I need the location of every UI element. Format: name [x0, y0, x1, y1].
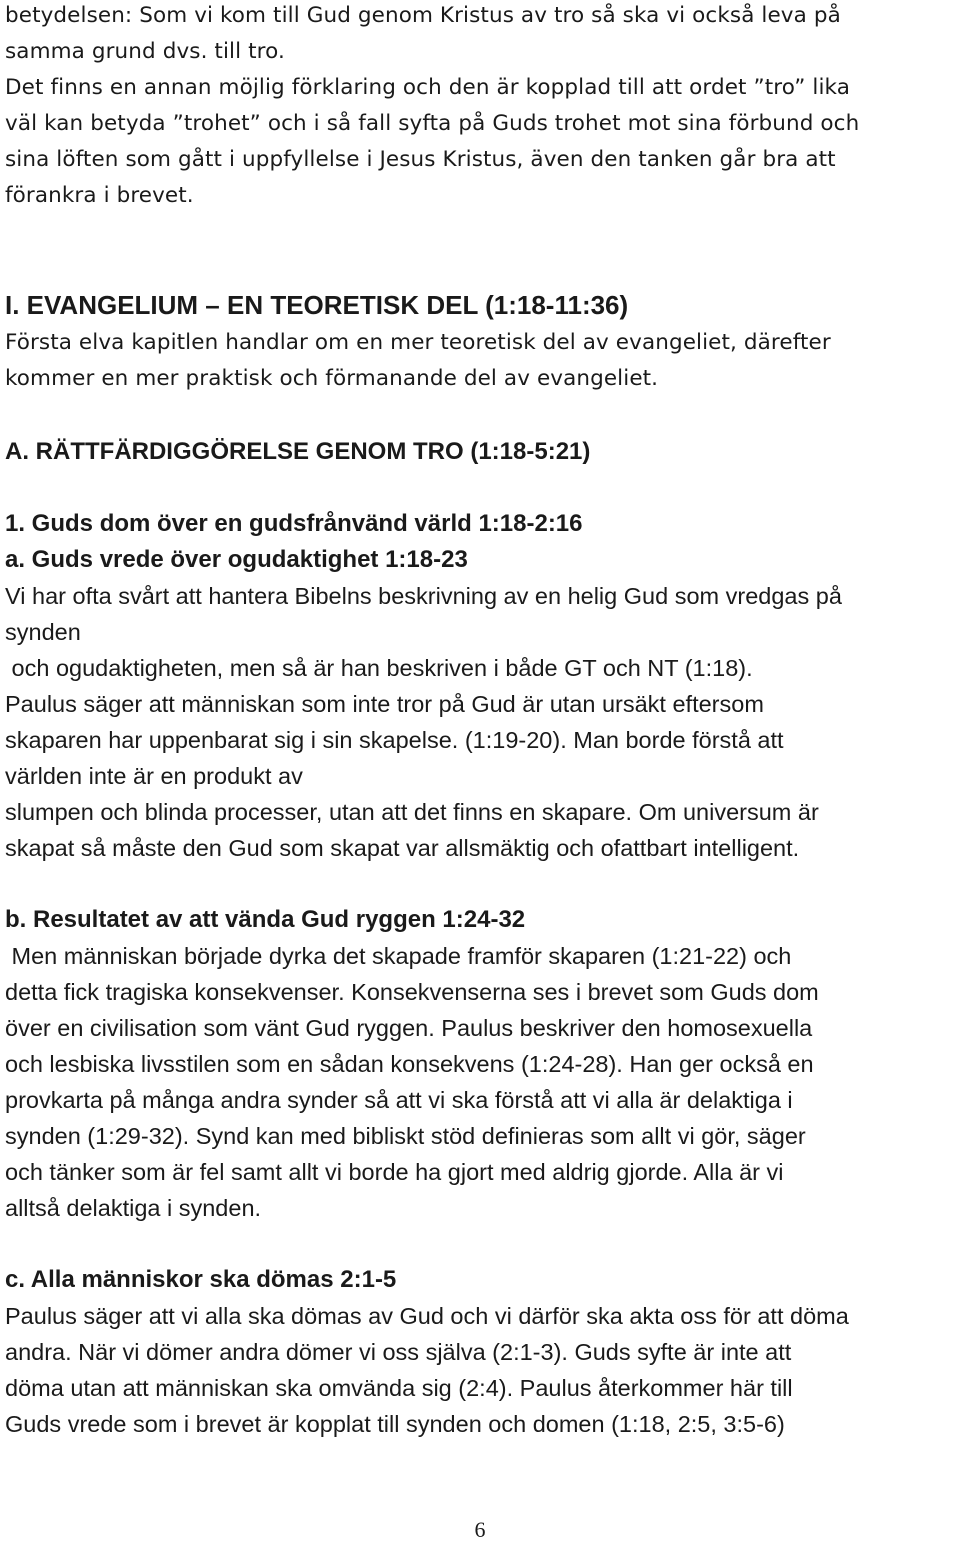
section-c-line-1: Paulus säger att vi alla ska dömas av Gud och vi därför ska akta oss för att döma	[5, 1303, 849, 1329]
intro-line-2: samma grund dvs. till tro.	[5, 39, 285, 64]
section-i-line-1: Första elva kapitlen handlar om en mer teoretisk del av evangeliet, därefter	[5, 330, 831, 355]
section-b-line-4: och lesbiska livsstilen som en sådan konsekvens (1:24-28). Han ger också en	[5, 1051, 814, 1077]
section-b-line-1: Men människan började dyrka det skapade framför skaparen (1:21-22) och	[5, 943, 792, 969]
section-a-line-5: skaparen har uppenbarat sig i sin skapelse. (1:19-20). Man borde förstå att	[5, 727, 784, 753]
section-b-line-3: över en civilisation som vänt Gud ryggen. Paulus beskriver den homosexuella	[5, 1015, 813, 1041]
section-i-heading: I. EVANGELIUM – EN TEORETISK DEL (1:18-11:36)	[5, 290, 629, 320]
section-a-line-1: Vi har ofta svårt att hantera Bibelns beskrivning av en helig Gud som vredgas på	[5, 583, 842, 609]
section-c-line-2: andra. När vi dömer andra dömer vi oss själva (2:1-3). Guds syfte är inte att	[5, 1339, 792, 1365]
section-a-sub-heading: a. Guds vrede över ogudaktighet 1:18-23	[5, 546, 468, 573]
section-b-line-2: detta fick tragiska konsekvenser. Konsekvenserna ses i brevet som Guds dom	[5, 979, 819, 1005]
section-a-line-6: världen inte är en produkt av	[5, 763, 303, 789]
page-number: 6	[474, 1517, 486, 1542]
section-b-line-8: alltså delaktiga i synden.	[5, 1195, 262, 1221]
section-b-heading: b. Resultatet av att vända Gud ryggen 1:24-32	[5, 906, 526, 933]
section-c-heading: c. Alla människor ska dömas 2:1-5	[5, 1266, 397, 1293]
intro-line-3: Det finns en annan möjlig förklaring och den är kopplad till att ordet ”tro” lika	[5, 75, 850, 100]
section-i-line-2: kommer en mer praktisk och förmanande del av evangeliet.	[5, 366, 659, 391]
intro-line-4: väl kan betyda ”trohet” och i så fall syfta på Guds trohet mot sina förbund och	[5, 111, 860, 136]
section-b-line-6: synden (1:29-32). Synd kan med bibliskt stöd definieras som allt vi gör, säger	[5, 1123, 806, 1149]
section-1-heading: 1. Guds dom över en gudsfrånvänd värld 1:18-2:16	[5, 510, 583, 537]
section-a-heading: A. RÄTTFÄRDIGGÖRELSE GENOM TRO (1:18-5:21)	[5, 438, 591, 465]
section-a-line-7: slumpen och blinda processer, utan att det finns en skapare. Om universum är	[5, 799, 819, 825]
section-b-line-5: provkarta på många andra synder så att vi ska förstå att vi alla är delaktiga i	[5, 1087, 793, 1113]
intro-line-6: förankra i brevet.	[5, 183, 194, 208]
intro-line-5: sina löften som gått i uppfyllelse i Jesus Kristus, även den tanken går bra att	[5, 147, 836, 172]
section-a-line-4: Paulus säger att människan som inte tror på Gud är utan ursäkt eftersom	[5, 691, 764, 717]
section-a-line-8: skapat så måste den Gud som skapat var allsmäktig och ofattbart intelligent.	[5, 835, 800, 861]
section-c-line-3: döma utan att människan ska omvända sig (2:4). Paulus återkommer här till	[5, 1375, 793, 1401]
section-a-line-2: synden	[5, 619, 81, 645]
section-c-line-4: Guds vrede som i brevet är kopplat till synden och domen (1:18, 2:5, 3:5-6)	[5, 1411, 785, 1437]
section-a-line-3: och ogudaktigheten, men så är han beskriven i både GT och NT (1:18).	[5, 655, 753, 681]
section-b-line-7: och tänker som är fel samt allt vi borde ha gjort med aldrig gjorde. Alla är vi	[5, 1159, 784, 1185]
intro-line-1: betydelsen: Som vi kom till Gud genom Kristus av tro så ska vi också leva på	[5, 3, 841, 28]
